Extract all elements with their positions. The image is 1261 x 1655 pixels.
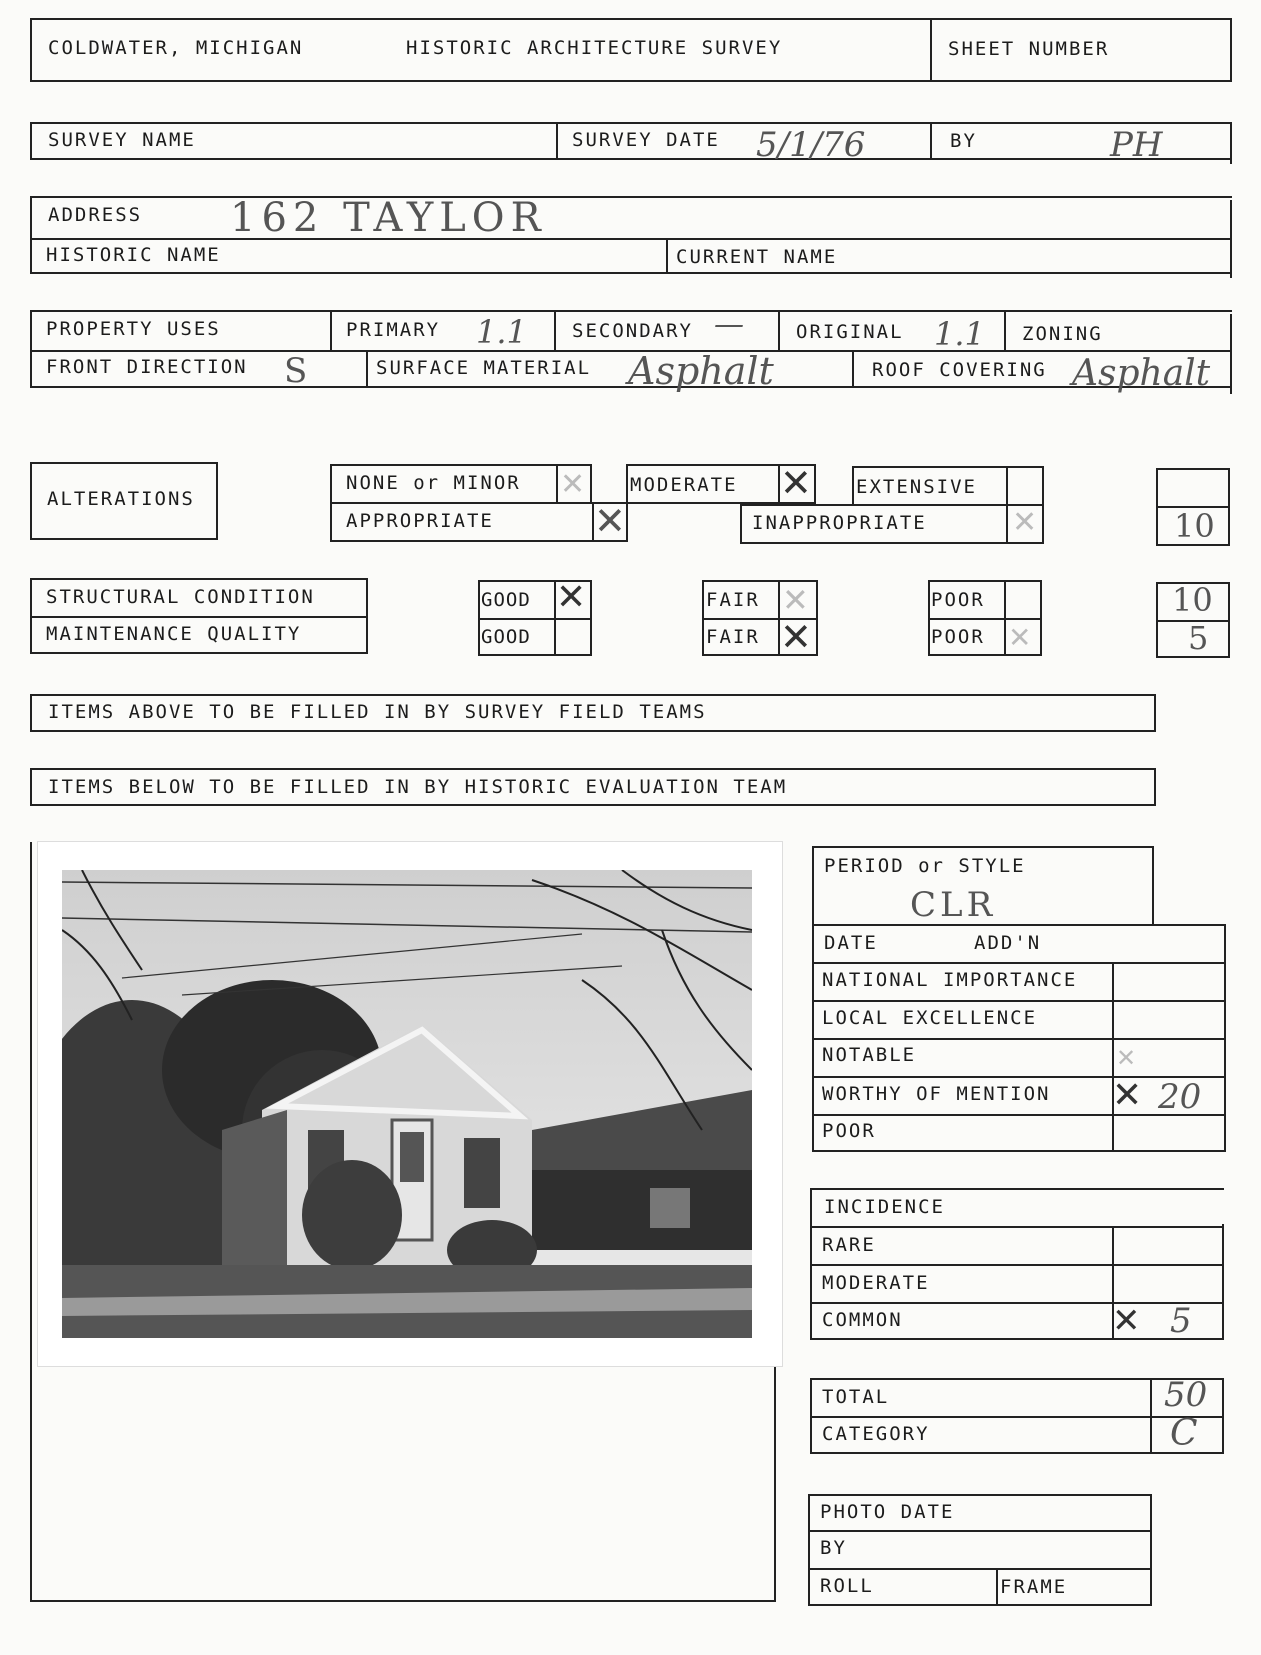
survey-divider-2: [930, 122, 932, 160]
photo-by-label: BY: [820, 1537, 847, 1559]
front-direction-label: FRONT DIRECTION: [46, 356, 248, 378]
incidence-line-2: [810, 1264, 1224, 1266]
structural-good-label: GOOD: [481, 589, 531, 611]
roof-covering-label: ROOF COVERING: [872, 359, 1047, 381]
moderate-label: MODERATE: [630, 474, 738, 496]
survey-date-label: SURVEY DATE: [572, 129, 720, 151]
structural-fair-check: ✕: [782, 581, 809, 619]
common-check: ✕: [1112, 1301, 1141, 1341]
property-div-5: [366, 350, 368, 388]
period-style-label: PERIOD or STYLE: [824, 855, 1026, 877]
survey-by-label: BY: [950, 130, 977, 152]
incidence-moderate-label: MODERATE: [822, 1272, 930, 1294]
photo-date-label: PHOTO DATE: [820, 1501, 955, 1523]
surface-material-label: SURFACE MATERIAL: [376, 357, 592, 379]
city-label: COLDWATER, MICHIGAN: [48, 37, 304, 59]
frame-label: FRAME: [1000, 1576, 1068, 1598]
common-label: COMMON: [822, 1309, 903, 1331]
property-uses-label: PROPERTY USES: [46, 318, 221, 340]
none-minor-label: NONE or MINOR: [346, 472, 521, 494]
incidence-line-3: [810, 1302, 1224, 1304]
survey-divider-1: [556, 122, 558, 160]
none-minor-div: [556, 464, 558, 504]
worthy-of-mention-label: WORTHY OF MENTION: [822, 1083, 1051, 1105]
maintenance-poor-check: ✕: [1008, 621, 1032, 654]
roll-label: ROLL: [820, 1575, 874, 1597]
none-minor-check: ✕: [560, 467, 586, 502]
structural-poor-label: POOR: [931, 589, 985, 611]
notable-label: NOTABLE: [822, 1044, 917, 1066]
roof-covering-value: Asphalt: [1072, 353, 1211, 394]
primary-label: PRIMARY: [346, 319, 441, 341]
period-cover: [1154, 846, 1234, 922]
property-right-edge: [1230, 314, 1232, 394]
inappropriate-label: INAPPROPRIATE: [752, 512, 927, 534]
local-excellence-label: LOCAL EXCELLENCE: [822, 1007, 1038, 1029]
total-value: 50: [1164, 1375, 1208, 1415]
alterations-score: 10: [1174, 507, 1215, 545]
address-mid-line: [30, 238, 1230, 240]
condition-label-line: [30, 616, 366, 618]
photo-info-div: [996, 1568, 998, 1606]
worthy-check: ✕: [1112, 1075, 1143, 1116]
category-value: C: [1170, 1413, 1198, 1454]
extensive-label: EXTENSIVE: [856, 476, 977, 498]
secondary-value: —: [714, 307, 744, 342]
survey-right-edge: [1230, 124, 1232, 164]
incidence-line-1: [810, 1226, 1224, 1228]
poor-div: [1004, 580, 1006, 656]
worthy-score: 20: [1158, 1077, 1202, 1117]
original-label: ORIGINAL: [796, 321, 904, 343]
eval-poor-label: POOR: [822, 1120, 876, 1142]
eval-line-2: [812, 1000, 1226, 1002]
addn-label: ADD'N: [974, 932, 1042, 954]
secondary-label: SECONDARY: [572, 320, 693, 342]
structural-good-check: ✕: [556, 577, 587, 618]
maintenance-fair-check: ✕: [780, 615, 812, 659]
survey-date-value: 5/1/76: [756, 125, 866, 165]
header-divider: [930, 18, 932, 82]
common-score: 5: [1170, 1301, 1192, 1341]
property-div-4: [1004, 310, 1006, 350]
period-style-value: CLR: [910, 885, 997, 925]
photo-info-line-2: [808, 1568, 1150, 1570]
maintenance-poor-label: POOR: [931, 626, 985, 648]
zoning-label: ZONING: [1022, 323, 1103, 345]
surface-material-value: Asphalt: [628, 349, 774, 393]
inappropriate-div: [1006, 504, 1008, 544]
date-label: DATE: [824, 932, 878, 954]
poor-line: [928, 618, 1040, 620]
extensive-div: [1006, 466, 1008, 506]
maintenance-fair-label: FAIR: [706, 626, 760, 648]
maintenance-score: 5: [1188, 619, 1209, 657]
category-label: CATEGORY: [822, 1423, 930, 1445]
property-div-2: [554, 310, 556, 350]
notable-check: ✕: [1116, 1044, 1137, 1072]
eval-line-1: [812, 962, 1226, 964]
rare-label: RARE: [822, 1234, 876, 1256]
national-importance-label: NATIONAL IMPORTANCE: [822, 969, 1078, 991]
appropriate-label: APPROPRIATE: [346, 510, 494, 532]
left-frame-left: [30, 842, 32, 1602]
items-above-note: ITEMS ABOVE TO BE FILLED IN BY SURVEY FIELD TEAMS: [48, 701, 707, 723]
property-div-1: [330, 310, 332, 350]
left-frame-bottom: [30, 1600, 776, 1602]
photo-info-line-1: [808, 1530, 1150, 1532]
address-label: ADDRESS: [48, 204, 143, 226]
address-divider: [666, 238, 668, 274]
appropriate-check: ✕: [594, 499, 626, 543]
alterations-label: ALTERATIONS: [47, 488, 195, 510]
incidence-label: INCIDENCE: [824, 1196, 945, 1218]
structural-score: 10: [1172, 581, 1213, 619]
inappropriate-check: ✕: [1012, 505, 1038, 540]
form-title: HISTORIC ARCHITECTURE SURVEY: [406, 37, 783, 59]
property-div-6: [852, 350, 854, 388]
structural-condition-label: STRUCTURAL CONDITION: [46, 586, 315, 608]
house-photo: [62, 870, 752, 1338]
survey-name-label: SURVEY NAME: [48, 129, 196, 151]
primary-value: 1.1: [476, 313, 527, 351]
total-line: [810, 1416, 1224, 1418]
total-div: [1150, 1378, 1152, 1454]
property-div-3: [778, 310, 780, 350]
survey-by-value: PH: [1110, 125, 1163, 165]
good-line: [478, 618, 590, 620]
structural-fair-label: FAIR: [706, 589, 760, 611]
sheet-number-label: SHEET NUMBER: [948, 38, 1110, 60]
total-label: TOTAL: [822, 1386, 890, 1408]
moderate-check: ✕: [780, 461, 812, 505]
original-value: 1.1: [934, 315, 985, 353]
address-right-edge: [1230, 200, 1232, 278]
maintenance-quality-label: MAINTENANCE QUALITY: [46, 623, 302, 645]
front-direction-value: S: [284, 351, 308, 391]
incidence-cover: [1154, 1190, 1226, 1224]
eval-line-3: [812, 1038, 1226, 1040]
maintenance-good-label: GOOD: [481, 626, 531, 648]
eval-div: [1112, 962, 1114, 1152]
current-name-label: CURRENT NAME: [676, 246, 838, 268]
historic-name-label: HISTORIC NAME: [46, 244, 221, 266]
items-above-bottom: [30, 730, 1156, 732]
address-value: 162 TAYLOR: [230, 195, 547, 241]
items-below-note: ITEMS BELOW TO BE FILLED IN BY HISTORIC EVALUATION TEAM: [48, 776, 788, 798]
